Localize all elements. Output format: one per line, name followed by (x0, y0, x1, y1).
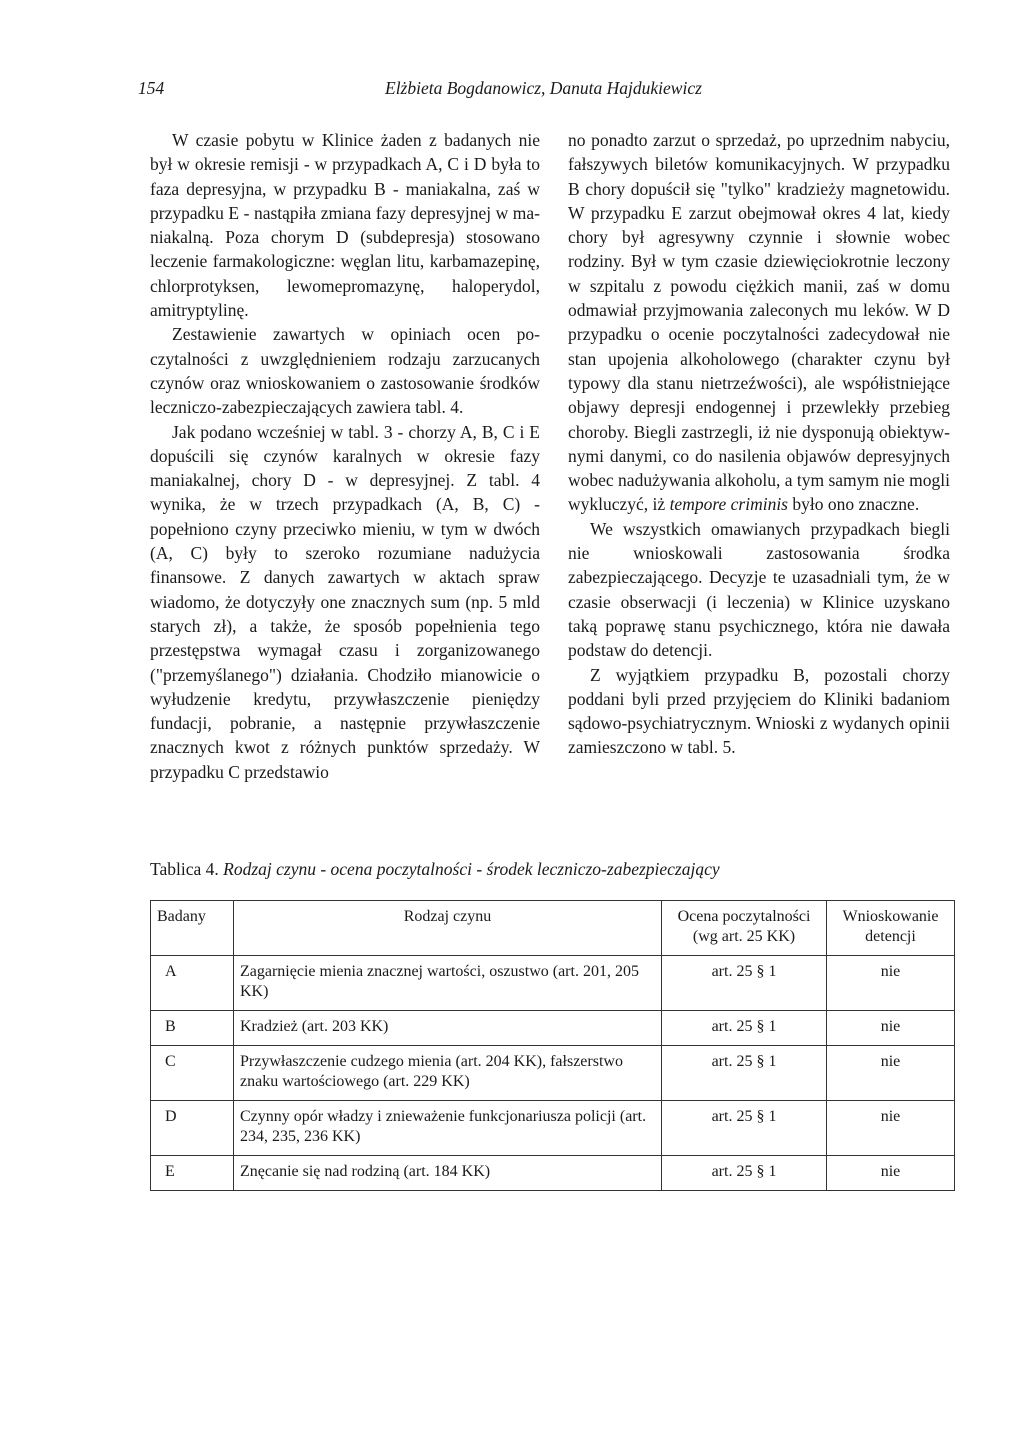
table-row (151, 1046, 955, 1101)
paragraph: Jak podano wcześniej w tabl. 3 - chorzy A, B, C i E dopuścili się czynów karalnych w okresie fazy maniakalnej, chory D - w depresyjnej. Z tabl. 4 wynika, że w trzech przypadkach (A, B, C) - popełniono czyny przeciwko mieniu, w tym w dwóch (A, C) były to szeroko rozumiane nadużycia finansowe. Z danych zawartych w aktach spraw wiadomo, że dotyczyły one znacznych sum (np. 5 mld starych zł), a także, że sposób popełnienia tego przestępstwa wymagał czasu i zorganizowanego ("przemyślanego") działania. Chodziło mianowicie o wyłudzenie kredytu, przywłaszczenie pieniędzy fundacji, pobranie, a następnie przywłaszczenie znacznych kwot z różnych punktów sprzedaży. W przypadku C przedstawio (150, 421, 540, 782)
cell-wniosek: nie (827, 1156, 955, 1191)
cell-wniosek: nie (827, 956, 955, 1011)
cell-ocena: art. 25 § 1 (662, 1156, 827, 1191)
cell-badany: B (151, 1011, 234, 1046)
table-row (151, 1011, 955, 1046)
cell-badany: A (151, 956, 234, 1011)
table-title: Rodzaj czynu - ocena poczytalności - środek leczniczo-zabezpieczający (223, 859, 720, 879)
cell-rodzaj: Przywłaszczenie cudzego mienia (art. 204 KK), fałszerstwo znaku wartościowego (art. 229 KK) (234, 1046, 662, 1101)
cell-rodzaj: Kradzież (art. 203 KK) (234, 1011, 662, 1046)
right-text-column (568, 128, 950, 760)
cell-ocena: art. 25 § 1 (662, 1011, 827, 1046)
cell-wniosek: nie (827, 1101, 955, 1156)
cell-ocena: art. 25 § 1 (662, 1101, 827, 1156)
cell-ocena: art. 25 § 1 (662, 956, 827, 1011)
running-head: Elżbieta Bogdanowicz, Danuta Hajdukiewicz (385, 78, 702, 98)
column-header: Wnioskowanie detencji (827, 901, 955, 956)
cell-rodzaj: Czynny opór władzy i znieważenie funkcjonariusza policji (art. 234, 235, 236 KK) (234, 1101, 662, 1156)
left-text-column (150, 128, 540, 784)
cell-rodzaj: Zagarnięcie mienia znacznej wartości, oszustwo (art. 201, 205 KK) (234, 956, 662, 1011)
cell-ocena: art. 25 § 1 (662, 1046, 827, 1101)
table-row (151, 956, 955, 1011)
cell-wniosek: nie (827, 1046, 955, 1101)
table-header-row (151, 901, 955, 956)
cell-badany: C (151, 1046, 234, 1101)
table-caption (150, 859, 720, 880)
paragraph-continued (568, 128, 950, 517)
cell-wniosek: nie (827, 1011, 955, 1046)
cell-rodzaj: Znęcanie się nad rodziną (art. 184 KK) (234, 1156, 662, 1191)
cell-badany: D (151, 1101, 234, 1156)
page-header (138, 78, 958, 104)
column-header: Badany (151, 901, 234, 956)
paragraph: We wszystkich omawianych przypadkach biegli nie wnioskowali zastosowania środka zabezpieczającego. Decyzje te uzasadniali tym, że w czasie obserwacji (i leczenia) w Klinice uzyskano taką poprawę stanu psychicznego, która nie dawała podstaw do detencji. (568, 518, 950, 661)
text-run: no ponadto zarzut o sprzedaż, po uprzednim nabyciu, fałszywych biletów komunikacyjnych. W przypadku B chory dopuścił się "tylko" kradzieży magnetowidu. W przypadku E zarzut obejmował okres 4 lat, kiedy chory był agresywny czynnie i słownie wobec rodziny. Był w tym czasie dziewięciokrotnie leczony w szpitalu z powodu ciężkich manii, zaś w domu odmawiał przyjmowania zaleconych mu leków. W D przypadku o ocenie poczytalności zadecydował nie stan upojenia alkoholowego (charakter czynu był typowy dla stanu nietrzeźwości), ale współistniejące objawy depresji endogennej i przewlekły przebieg choroby. Biegli zastrzegli, iż nie dysponują obiektywnymi danymi, co do nasilenia objawów depresyjnych wobec nadużywania alkoholu, a tym samym nie mogli wykluczyć, iż (568, 130, 950, 515)
paragraph: Z wyjątkiem przypadku B, pozostali chorzy poddani byli przed przyjęciem do Kliniki badaniom sądowo-psychiatrycznym. Wnioski z wydanych opinii zamieszczono w tabl. 5. (568, 664, 950, 758)
table-row (151, 1156, 955, 1191)
table-row (151, 1101, 955, 1156)
table-label: Tablica 4. (150, 859, 219, 879)
text-run: było ono znaczne. (788, 494, 920, 515)
column-header: Ocena poczytalności (wg art. 25 KK) (662, 901, 827, 956)
paragraph: Zestawienie zawartych w opiniach ocen poczytalności z uwzględnieniem rodzaju zarzucanych czynów oraz wnioskowaniem o zastosowanie środków leczniczo-zabezpieczających zawiera tabl. 4. (150, 324, 540, 418)
column-header: Rodzaj czynu (234, 901, 662, 956)
cell-badany: E (151, 1156, 234, 1191)
paragraph: W czasie pobytu w Klinice żaden z badanych nie był w okresie remisji - w przypadkach A, C i D była to faza depresyjna, w przypadku B - maniakalna, zaś w przypadku E - nastąpiła zmiana fazy depresyjnej w maniakalną. Poza chorym D (subdepresja) stosowano leczenie farmakologiczne: węglan litu, karbamazepinę, chlorprotyksen, lewomepromazynę, haloperydol, amitryptylinę. (150, 130, 540, 321)
page-number: 154 (138, 78, 165, 98)
latin-phrase: tempore criminis (669, 494, 788, 515)
data-table (150, 900, 955, 1191)
